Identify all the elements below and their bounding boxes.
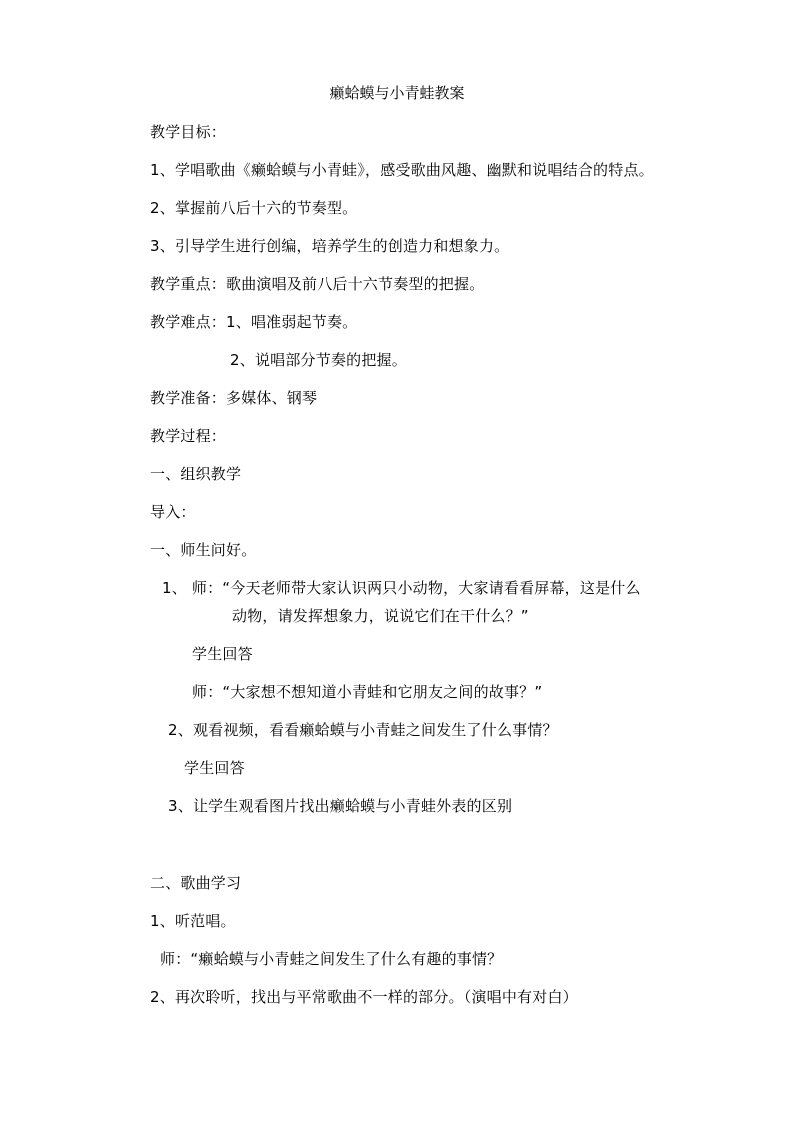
preparation: 教学准备：多媒体、钢琴: [150, 389, 318, 407]
listen-item: 1、听范唱。: [150, 912, 236, 930]
process-heading: 教学过程：: [150, 427, 227, 445]
document-title: 癞蛤蟆与小青蛙教案: [329, 84, 465, 102]
teacher-question: 师：“癞蛤蟆与小青蛙之间发生了什么有趣的事情？: [160, 950, 503, 968]
difficulties-line-2: 2、说唱部分节奏的把握。: [230, 351, 407, 369]
section-heading-1: 一、组织教学: [150, 465, 242, 483]
step-3: 3、让学生观看图片找出癞蛤蟆与小青蛙外表的区别: [168, 797, 513, 815]
intro-label: 导入：: [150, 503, 196, 521]
goal-item-2: 2、掌握前八后十六的节奏型。: [150, 199, 358, 217]
section-heading-2: 二、歌曲学习: [150, 874, 242, 892]
step-1-line-1: 1、 师：“今天老师带大家认识两只小动物，大家请看看屏幕，这是什么: [162, 579, 641, 597]
step-1-line-2: 动物，请发挥想象力，说说它们在干什么？”: [232, 607, 529, 625]
greeting: 一、师生问好。: [150, 541, 257, 559]
difficulties-line-1: 教学难点：1、唱准弱起节奏。: [150, 313, 358, 331]
key-points: 教学重点：歌曲演唱及前八后十六节奏型的把握。: [150, 275, 485, 293]
student-answer-1: 学生回答: [192, 645, 253, 663]
step-2: 2、观看视频，看看癞蛤蟆与小青蛙之间发生了什么事情？: [168, 721, 558, 739]
goal-item-1: 1、学唱歌曲《癞蛤蟆与小青蛙》，感受歌曲风趣、幽默和说唱结合的特点。: [150, 161, 654, 179]
teacher-line: 师：“大家想不想知道小青蛙和它朋友之间的故事？”: [192, 683, 543, 701]
goal-item-3: 3、引导学生进行创编，培养学生的创造力和想象力。: [150, 237, 510, 255]
student-answer-2: 学生回答: [184, 759, 245, 777]
listen-again-item: 2、再次聆听，找出与平常歌曲不一样的部分。（演唱中有对白）: [150, 988, 578, 1006]
goals-heading: 教学目标：: [150, 123, 227, 141]
